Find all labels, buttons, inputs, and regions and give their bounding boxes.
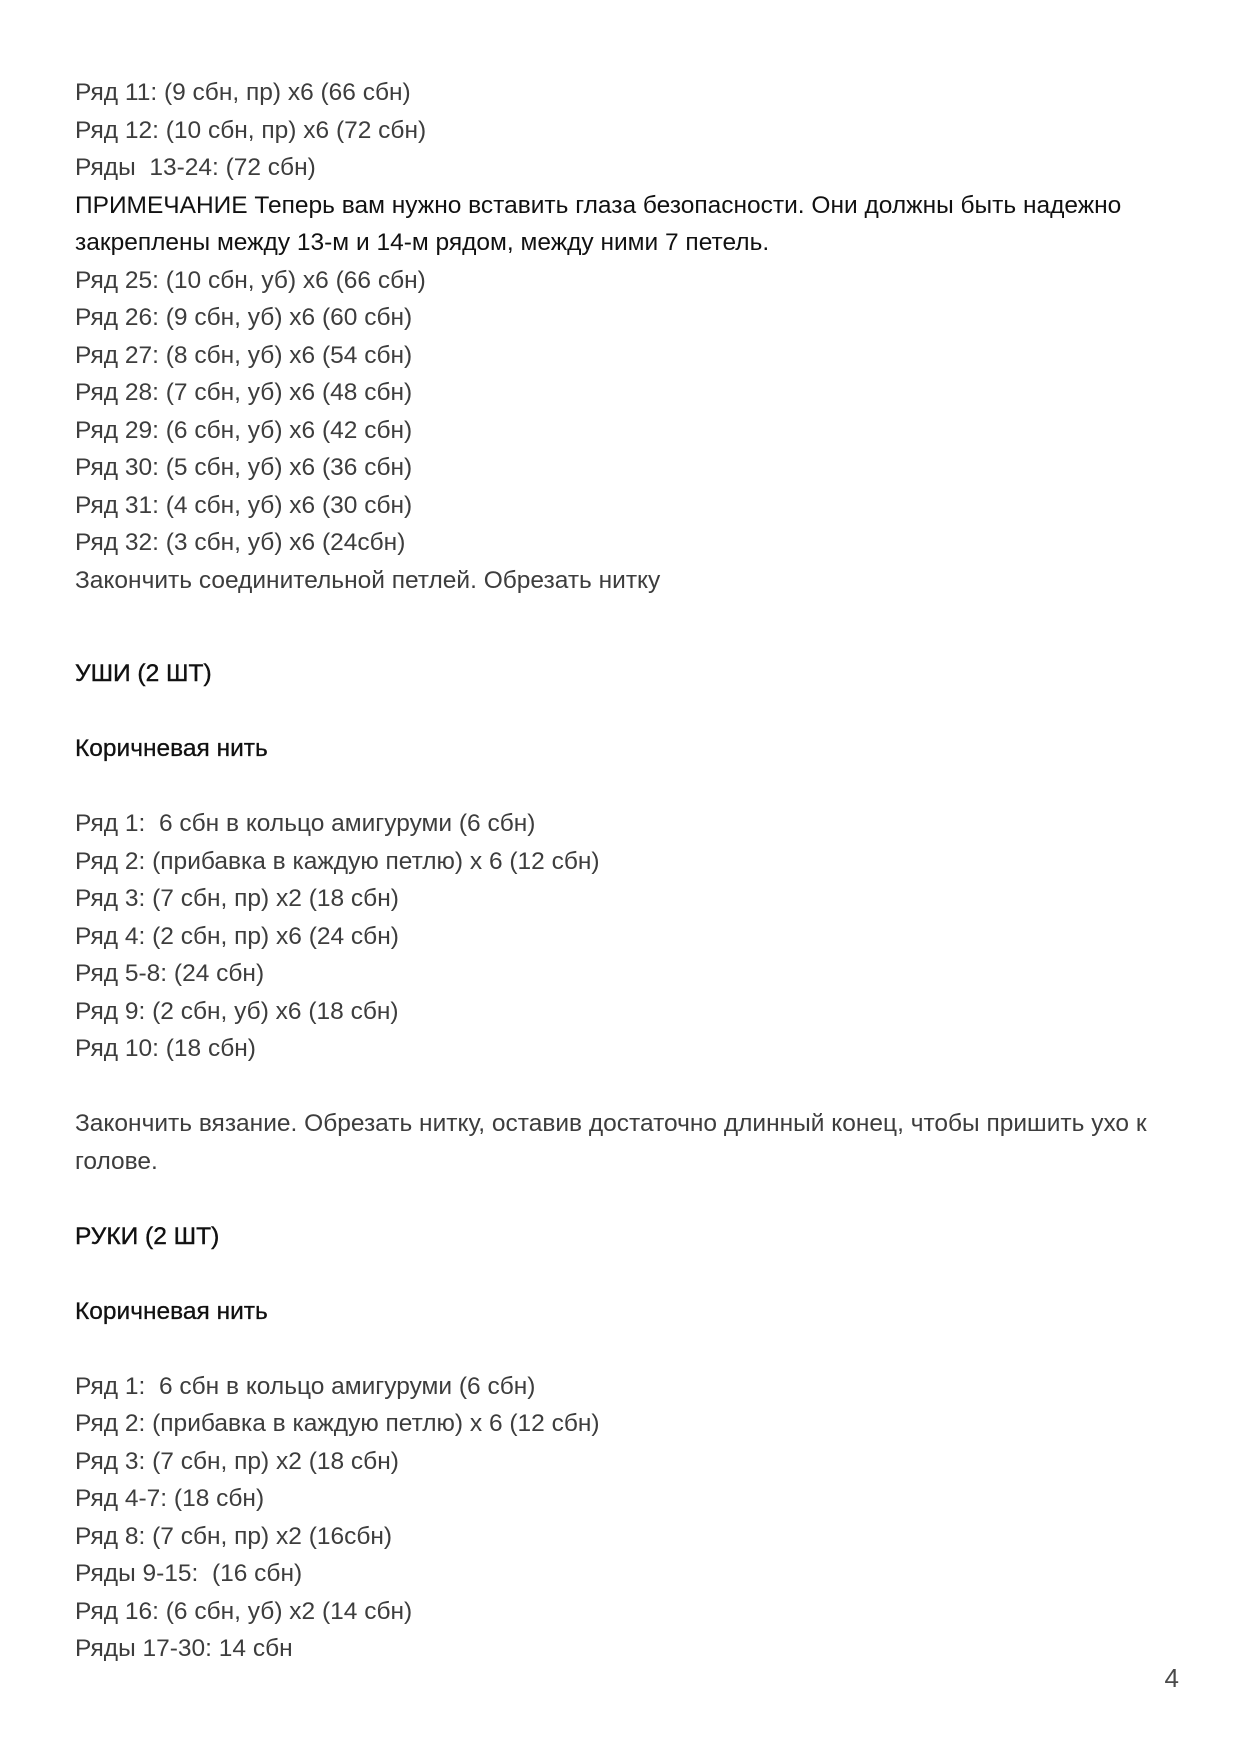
pattern-row: Ряд 2: (прибавка в каждую петлю) х 6 (12 сбн) [75, 847, 600, 875]
pattern-row: Ряд 26: (9 сбн, уб) х6 (60 сбн) [75, 304, 413, 331]
pattern-row: Ряд 32: (3 сбн, уб) х6 (24сбн) [75, 529, 406, 556]
pattern-row: Ряды 9-15: (16 сбн) [75, 1560, 303, 1587]
pattern-row: Ряд 10: (18 сбн) [75, 1035, 256, 1062]
pattern-row: Ряд 4: (2 сбн, пр) х6 (24 сбн) [75, 922, 399, 950]
pattern-row: Ряд 25: (10 сбн, уб) х6 (66 сбн) [75, 266, 426, 294]
safety-eyes-note: ПРИМЕЧАНИЕ Теперь вам нужно вставить глаза безопасности. Они должны быть надежно закреплены между 13-м и 14-м рядом, между ними 7 петель. [75, 191, 1122, 256]
pattern-row: Ряд 2: (прибавка в каждую петлю) х 6 (12 сбн) [75, 1410, 600, 1437]
arms-section [75, 1218, 1175, 1668]
pattern-row: Ряд 31: (4 сбн, уб) х6 (30 сбн) [75, 491, 413, 519]
pattern-row: Ряд 29: (6 сбн, уб) х6 (42 сбн) [75, 416, 413, 444]
pattern-row: Ряд 3: (7 сбн, пр) х2 (18 сбн) [75, 1447, 399, 1475]
pattern-row: Ряд 12: (10 сбн, пр) х6 (72 сбн) [75, 116, 427, 144]
head-rows-bottom [75, 262, 1175, 600]
ears-heading: УШИ (2 ШТ) [75, 660, 212, 687]
pattern-row: Ряд 27: (8 сбн, уб) х6 (54 сбн) [75, 341, 413, 369]
arms-yarn-label: Коричневая нить [75, 1297, 268, 1325]
ears-finish-instruction: Закончить вязание. Обрезать нитку, оставив достаточно длинный конец, чтобы пришить ухо к голове. [75, 1110, 1147, 1175]
pattern-row: Ряд 4-7: (18 сбн) [75, 1485, 265, 1512]
ears-yarn-label: Коричневая нить [75, 735, 268, 762]
pattern-row: Ряд 30: (5 сбн, уб) х6 (36 сбн) [75, 454, 413, 481]
arms-heading: РУКИ (2 ШТ) [75, 1222, 220, 1250]
pattern-row: Ряды 17-30: 14 сбн [75, 1635, 293, 1662]
pattern-row: Ряд 9: (2 сбн, уб) х6 (18 сбн) [75, 997, 399, 1025]
pattern-row: Ряд 1: 6 сбн в кольцо амигуруми (6 сбн) [75, 810, 536, 837]
pattern-row: Ряд 5-8: (24 сбн) [75, 960, 265, 987]
pattern-row: Ряды 13-24: (72 сбн) [75, 154, 316, 181]
ears-section [75, 655, 1175, 1180]
pattern-row: Ряд 11: (9 сбн, пр) х6 (66 сбн) [75, 79, 411, 106]
pattern-row: Ряд 1: 6 сбн в кольцо амигуруми (6 сбн) [75, 1372, 536, 1400]
pattern-row: Ряд 16: (6 сбн, уб) х2 (14 сбн) [75, 1597, 413, 1625]
head-rows-top [75, 74, 1175, 187]
pattern-row: Ряд 8: (7 сбн, пр) х2 (16сбн) [75, 1522, 393, 1550]
pattern-row: Ряд 3: (7 сбн, пр) х2 (18 сбн) [75, 885, 399, 912]
finish-instruction: Закончить соединительной петлей. Обрезать нитку [75, 566, 661, 594]
page-number: 4 [1164, 1663, 1179, 1693]
document-page [75, 74, 1175, 1668]
pattern-row: Ряд 28: (7 сбн, уб) х6 (48 сбн) [75, 379, 413, 406]
